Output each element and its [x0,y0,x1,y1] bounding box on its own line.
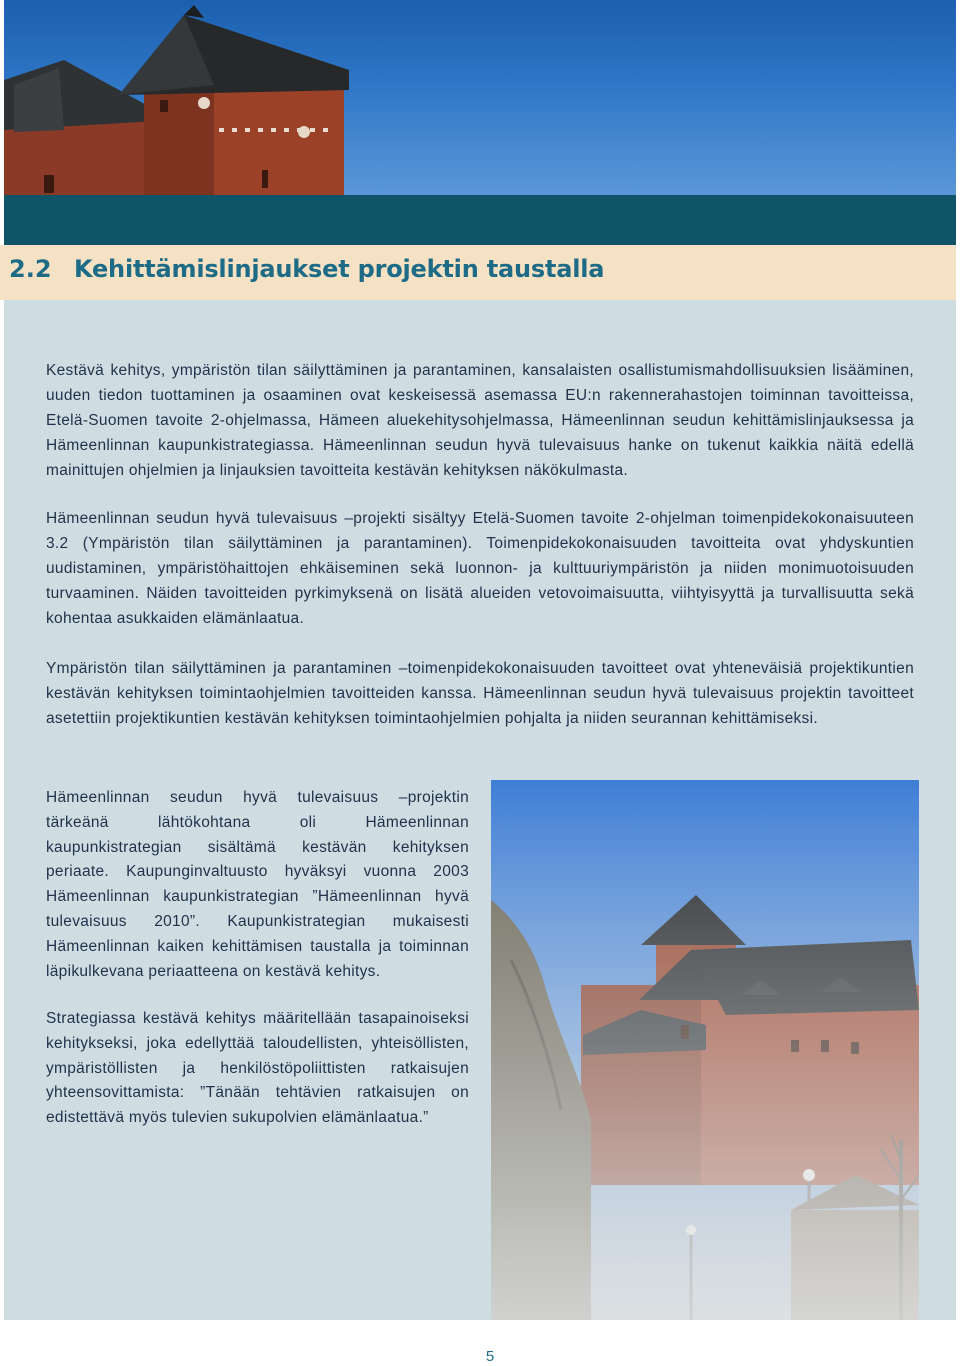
paragraph: Kestävä kehitys, ympäristön tilan säilyttäminen ja parantaminen, kansalaisten osallistumismahdollisuuksien lisääminen, uuden tiedon tuottaminen ja osaaminen ovat keskeisessä asemassa EU:n rakennerahastojen toiminnan tavoitteissa, Etelä-Suomen tavoite 2-ohjelmassa, Hämeen aluekehitysohjelmassa, Hämeenlinnan seudun kehittämislinjauksessa ja Hämeenlinnan kaupunkistrategiassa. Hämeenlinnan seudun hyvä tulevaisuus hanke on tukenut kaikkia näitä edellä mainittujen ohjelmien ja linjauksien tavoitteita kestävän kehityksen näkökulmasta. [46,362,914,479]
section-number: 2.2 [9,255,52,283]
header-castle-photo [4,0,956,195]
paragraph: Strategiassa kestävä kehitys määritellään tasapainoiseksi kehitykseksi, joka edellyttää taloudellisten, yhteisöllisten, ympäristöllisten ja henkilöstöpoliittisten ratkaisujen yhteensovittamista: ”Tänään tehtävien ratkaisujen on edistettävä myös tulevien sukupolvien elämänlaatua.” [46,1010,469,1127]
castle-photo [491,780,919,1320]
paragraph: Hämeenlinnan seudun hyvä tulevaisuus –projekti sisältyy Etelä-Suomen tavoite 2-ohjelman toimenpidekokonaisuuteen 3.2 (Ympäristön tilan säilyttäminen ja parantaminen). Toimenpidekokonaisuuden tavoitteita ovat yhdyskuntien uudistaminen, ympäristöhaittojen ehkäiseminen sekä luonnon- ja kulttuuriympäristön ja niiden monimuotoisuuden turvaaminen. Näiden tavoitteiden pyrkimyksenä on lisätä alueiden vetovoimaisuutta, viihtyisyyttä ja turvallisuutta sekä kohentaa asukkaiden elämänlaatua. [46,510,914,627]
paragraph: Ympäristön tilan säilyttäminen ja parantaminen –toimenpidekokonaisuuden tavoitteet ovat yhteneväisiä projektikuntien kestävän kehityksen toimintaohjelmien tavoitteiden kanssa. Hämeenlinnan seudun hyvä tulevaisuus projektin tavoitteet asetettiin projektikuntien kestävän kehityksen toimintaohjelmien pohjalta ja niiden seurannan kehittämiseksi. [46,660,914,727]
page-number: 5 [485,1348,495,1365]
teal-band [4,195,956,245]
section-title: Kehittämislinjaukset projektin taustalla [74,255,605,283]
paragraph: Hämeenlinnan seudun hyvä tulevaisuus –projektin tärkeänä lähtökohtana oli Hämeenlinnan kaupunkistrategian sisältämä kestävän kehityksen periaate. Kaupunginvaltuusto hyväksyi vuonna 2003 Hämeenlinnan kaupunkistrategian ”Hämeenlinnan hyvä tulevaisuus 2010”. Kaupunkistrategian mukaisesti Hämeenlinnan kaiken kehittämisen taustalla ja toiminnan läpikulkevana periaatteena on kestävä kehitys. [46,789,469,980]
